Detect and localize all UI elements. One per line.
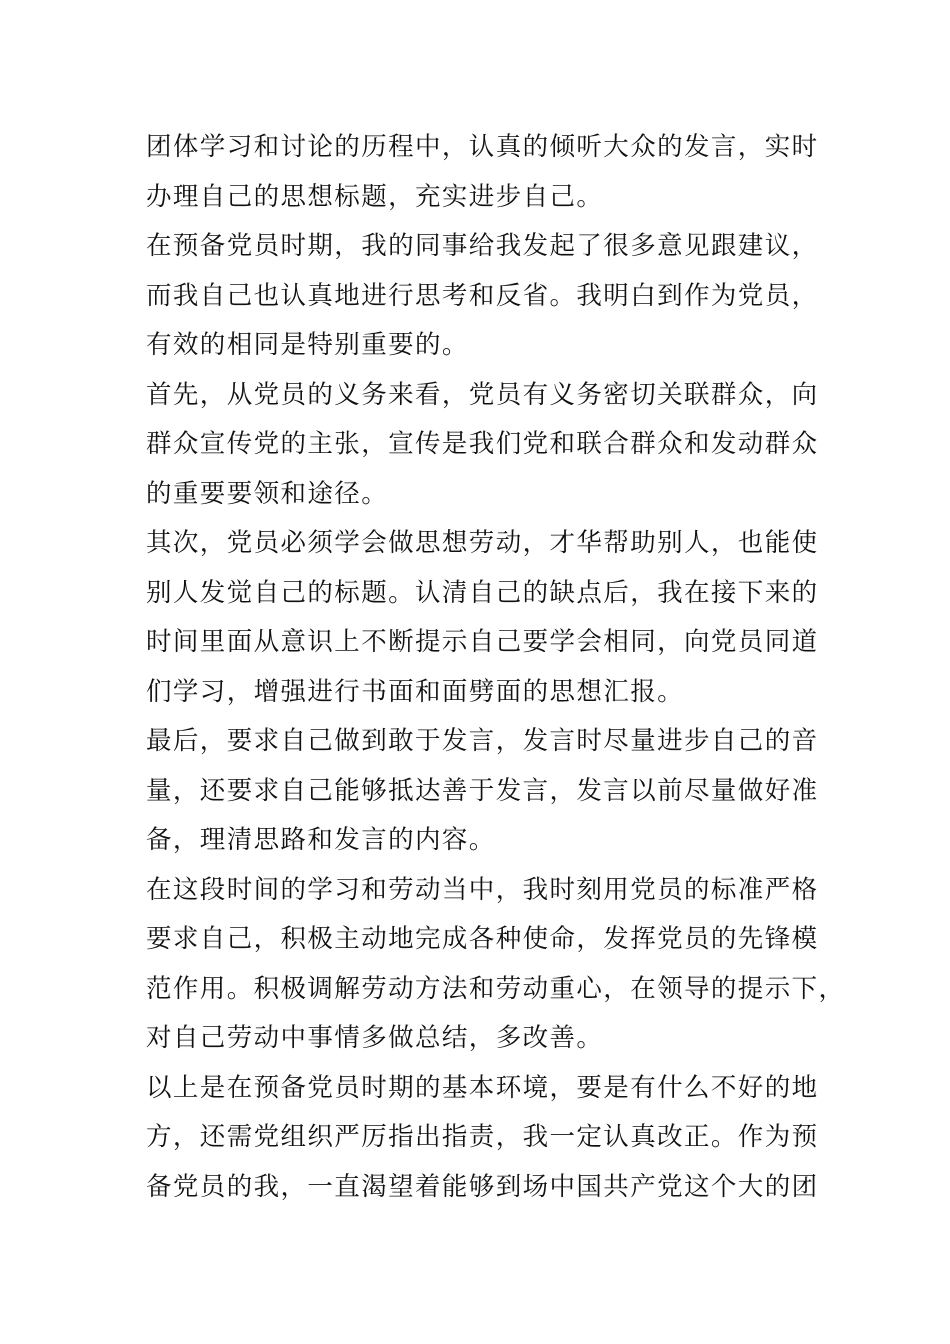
text-line: 备，理清思路和发言的内容。 <box>146 825 496 855</box>
text-line: 办理自己的思想标题，充实进步自己。 <box>146 181 604 212</box>
text-line: 时间里面从意识上不断提示自己要学会相同，向党员同道 <box>146 627 819 657</box>
text-line: 范作用。积极调解劳动方法和劳动重心，在领导的提示下， <box>146 973 846 1004</box>
text-line: 方，还需党组织严厉指出指责，我一定认真改正。作为预 <box>146 1122 819 1152</box>
text-line: 团体学习和讨论的历程中，认真的倾听大众的发言，实时 <box>146 132 819 162</box>
text-line: 在这段时间的学习和劳动当中，我时刻用党员的标准严格 <box>146 874 819 905</box>
text-line: 量，还要求自己能够抵达善于发言，发言以前尽量做好准 <box>146 775 819 806</box>
text-line: 最后，要求自己做到敢于发言，发言时尽量进步自己的音 <box>146 726 819 756</box>
text-line: 们学习，增强进行书面和面劈面的思想汇报。 <box>146 676 685 707</box>
text-line: 其次，党员必须学会做思想劳动，才华帮助别人，也能使 <box>146 528 819 558</box>
text-line: 备党员的我，一直渴望着能够到场中国共产党这个大的团 <box>146 1171 819 1202</box>
text-line: 对自己劳动中事情多做总结，多改善。 <box>146 1023 604 1053</box>
text-line: 而我自己也认真地进行思考和反省。我明白到作为党员， <box>146 280 819 311</box>
text-line: 在预备党员时期，我的同事给我发起了很多意见跟建议， <box>146 231 819 261</box>
document-body <box>146 123 846 1212</box>
text-line: 有效的相同是特别重要的。 <box>146 330 469 360</box>
text-line: 首先，从党员的义务来看，党员有义务密切关联群众，向 <box>146 379 819 410</box>
text-line: 群众宣传党的主张，宣传是我们党和联合群众和发动群众 <box>146 429 819 459</box>
text-line: 别人发觉自己的标题。认清自己的缺点后，我在接下来的 <box>146 577 819 608</box>
text-line: 要求自己，积极主动地完成各种使命，发挥党员的先锋模 <box>146 924 819 954</box>
text-line: 以上是在预备党员时期的基本环境，要是有什么不好的地 <box>146 1072 819 1103</box>
text-line: 的重要要领和途径。 <box>146 478 389 509</box>
